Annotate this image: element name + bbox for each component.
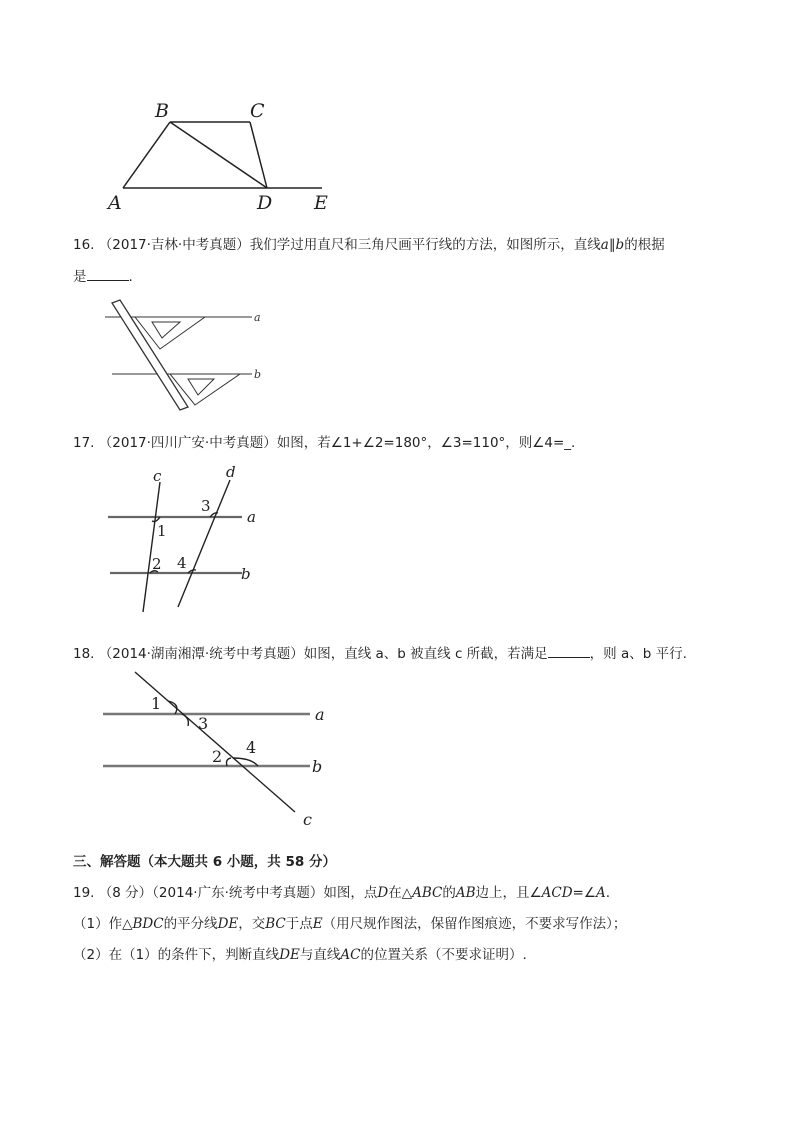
q16-number: 16. [73, 237, 95, 253]
q19-triangle-ABC: ABC [412, 885, 443, 901]
q19-part1-text: 的平分线 [163, 916, 218, 932]
question-16 [73, 235, 665, 255]
label-c: c [303, 810, 312, 829]
label-C: C [250, 100, 265, 122]
q18-number: 18. [73, 646, 95, 662]
question-17 [73, 433, 575, 453]
angle-4: 4 [177, 554, 187, 572]
q19-number: 19. [73, 885, 95, 901]
q19-angle-A: A [595, 885, 606, 901]
q19-point-D: D [377, 885, 389, 901]
angle-3: 3 [198, 714, 209, 733]
q17-number: 17. [73, 435, 95, 451]
q16-source: （2017·吉林·中考真题） [98, 237, 250, 253]
label-c: c [153, 467, 162, 485]
figure-lines-cd [100, 455, 280, 615]
q19-part1-text: （1）作△ [73, 916, 133, 932]
figure-ruler-triangles [100, 295, 280, 415]
q16-line2-prefix: 是 [73, 269, 87, 285]
angle-2: 2 [152, 555, 162, 573]
q18-text: 如图，直线 a、b 被直线 c 所截，若满足 [303, 646, 548, 662]
q19-score: （8 分） [98, 885, 153, 901]
q16-text: 我们学过用直尺和三角尺画平行线的方法，如图所示，直线 [249, 237, 601, 253]
section-3-header [73, 852, 336, 872]
label-A: A [108, 192, 122, 214]
angle-1: 1 [157, 522, 167, 540]
q18-text-after: ，则 a、b 平行. [589, 646, 687, 662]
q19-text: 在△ [388, 885, 413, 901]
q18-source: （2014·湖南湘潭·统考中考真题） [98, 646, 304, 662]
question-18 [73, 643, 687, 664]
angle-4: 4 [246, 738, 257, 757]
label-d: d [226, 463, 236, 481]
section-3-title: 三、解答题 [73, 854, 141, 870]
angle-1: 1 [151, 694, 162, 713]
q19-text: =∠ [572, 885, 596, 901]
q19-line-DE: DE [279, 947, 300, 963]
angle-2: 2 [212, 747, 223, 766]
q16-line-b: b [615, 237, 625, 253]
q19-text: . [605, 885, 610, 901]
q19-part2-text: 与直线 [299, 947, 341, 963]
q19-part1-text: 于点 [285, 916, 313, 932]
q17-text: 如图，若∠1+∠2=180°，∠3=110°，则∠4= [276, 435, 565, 451]
label-E: E [314, 192, 328, 214]
q19-text: 边上，且∠ [475, 885, 542, 901]
question-16-line2 [73, 266, 133, 287]
q19-line-DE: DE [217, 916, 239, 932]
q19-text: 的 [442, 885, 456, 901]
q19-part2-text: 的位置关系（不要求证明）. [360, 947, 527, 963]
q19-part2-text: （2）在（1）的条件下，判断直线 [73, 947, 280, 963]
label-a: a [254, 311, 261, 324]
label-b: b [312, 757, 323, 776]
section-3-detail: （本大题共 6 小题，共 58 分） [140, 854, 336, 870]
label-b: b [241, 565, 251, 583]
label-a: a [247, 508, 256, 526]
q18-answer-blank[interactable] [548, 643, 590, 658]
q17-source: （2017·四川广安·中考真题） [98, 435, 277, 451]
question-19 [73, 883, 610, 903]
label-D: D [257, 192, 273, 214]
q19-point-E: E [312, 916, 323, 932]
q19-side-AB: AB [455, 885, 476, 901]
question-19-part2 [73, 945, 527, 965]
q19-part1-text: ，交 [238, 916, 266, 932]
question-19-part1 [73, 914, 626, 934]
q16-answer-blank[interactable] [87, 266, 129, 281]
label-B: B [155, 100, 169, 122]
q17-answer-blank[interactable]: _ [564, 435, 572, 451]
q19-side-BC: BC [265, 916, 286, 932]
q16-text-after: 的根据 [624, 237, 665, 253]
q19-part1-text: （用尺规作图法，保留作图痕迹，不要求写作法）； [322, 916, 627, 932]
q16-line2-suffix: . [128, 269, 133, 285]
q16-parallel: ∥ [608, 237, 616, 253]
angle-3: 3 [201, 497, 211, 515]
q19-source: （2014·广东·统考中考真题） [152, 885, 324, 901]
label-b: b [254, 368, 262, 381]
label-a: a [315, 705, 325, 724]
q16-line-a: a [600, 237, 609, 253]
figure-transversal [95, 665, 345, 830]
q19-line-AC: AC [340, 947, 361, 963]
q19-text: 如图，点 [323, 885, 378, 901]
q19-angle-BDC: BDC [132, 916, 164, 932]
q19-angle-ACD: ACD [541, 885, 573, 901]
figure-trapezoid [100, 95, 340, 220]
q17-end: . [571, 435, 576, 451]
